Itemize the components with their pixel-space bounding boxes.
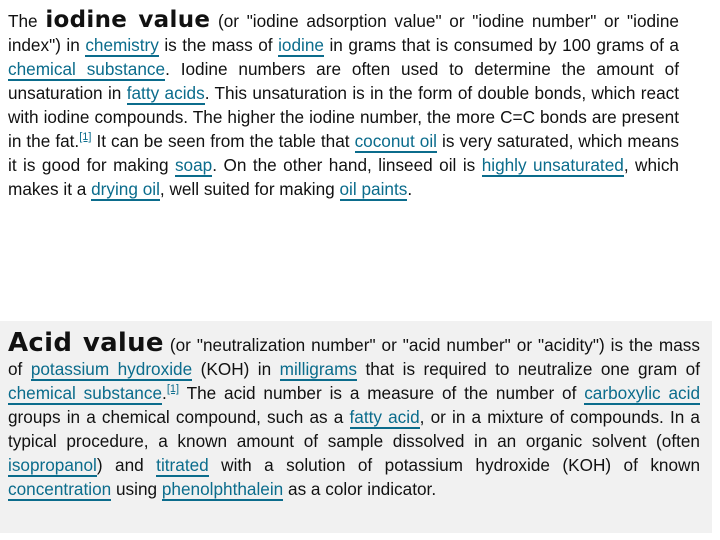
body-text: is very saturated, which means it is good for making [8, 131, 679, 175]
link-isopropanol[interactable]: isopropanol [8, 455, 97, 475]
link-carboxylic-acid[interactable]: carboxylic acid [584, 383, 700, 403]
acid-value-panel [0, 321, 712, 533]
link-fatty-acid[interactable]: fatty acid [349, 407, 420, 427]
body-text: . On the other hand, linseed oil is [212, 155, 482, 175]
link-chemical-substance[interactable]: chemical substance [8, 383, 163, 403]
body-text: that is required to neutralize one gram of [357, 359, 701, 379]
body-text: (KOH) in [192, 359, 280, 379]
body-text: ) and [96, 455, 157, 475]
body-text: groups in a chemical compound, such as a [8, 407, 350, 427]
intro-text: The [8, 11, 38, 31]
body-text: as a color indicator. [283, 479, 437, 499]
iodine-value-paragraph [8, 8, 679, 201]
link-concentration[interactable]: concentration [8, 479, 112, 499]
body-text: in grams that is consumed by 100 grams of a [323, 35, 679, 55]
link-phenolphthalein[interactable]: phenolphthalein [161, 479, 284, 499]
body-text: (or "iodine adsorption value" or "iodine number" or "iodine index") in [8, 11, 679, 55]
iodine-value-term: iodine value [45, 7, 211, 33]
body-text: The acid number is a measure of the number of [179, 383, 585, 403]
link-iodine[interactable]: iodine [278, 35, 324, 55]
body-text: (or "neutralization number" or "acid number" or "acidity") is the mass of [8, 335, 700, 379]
link-potassium-hydroxide[interactable]: potassium hydroxide [30, 359, 193, 379]
link-oil-paints[interactable]: oil paints [339, 179, 408, 199]
body-text: is the mass of [158, 35, 279, 55]
body-text: , or in a mixture of compounds. In a typical procedure, a known amount of sample dissolved in an organic solvent (often [8, 407, 700, 451]
body-text: . [162, 383, 167, 403]
body-text: with a solution of potassium hydroxide (KOH) of known [208, 455, 700, 475]
link-drying-oil[interactable]: drying oil [91, 179, 160, 199]
body-text: , well suited for making [159, 179, 340, 199]
link-milligrams[interactable]: milligrams [279, 359, 358, 379]
link-soap[interactable]: soap [174, 155, 213, 175]
citation-ref[interactable]: [1] [79, 131, 92, 143]
body-text: . Iodine numbers are often used to determine the amount of unsaturation in [8, 59, 679, 103]
link-coconut-oil[interactable]: coconut oil [354, 131, 437, 151]
body-text: , which makes it a [8, 155, 679, 199]
link-fatty-acids[interactable]: fatty acids [126, 83, 205, 103]
acid-value-term: Acid value [8, 328, 164, 358]
link-chemical-substance[interactable]: chemical substance [8, 59, 166, 79]
citation-ref[interactable]: [1] [166, 383, 180, 395]
body-text: . [407, 179, 413, 199]
body-text: using [111, 479, 162, 499]
link-highly-unsaturated[interactable]: highly unsaturated [481, 155, 624, 175]
body-text: . This unsaturation is in the form of double bonds, which react with iodine compounds. The higher the iodine number, the more C=C bonds are present in the fat. [8, 83, 679, 151]
link-titrated[interactable]: titrated [156, 455, 209, 475]
body-text: It can be seen from the table that [91, 131, 355, 151]
link-chemistry[interactable]: chemistry [85, 35, 159, 55]
acid-value-paragraph [8, 328, 701, 501]
